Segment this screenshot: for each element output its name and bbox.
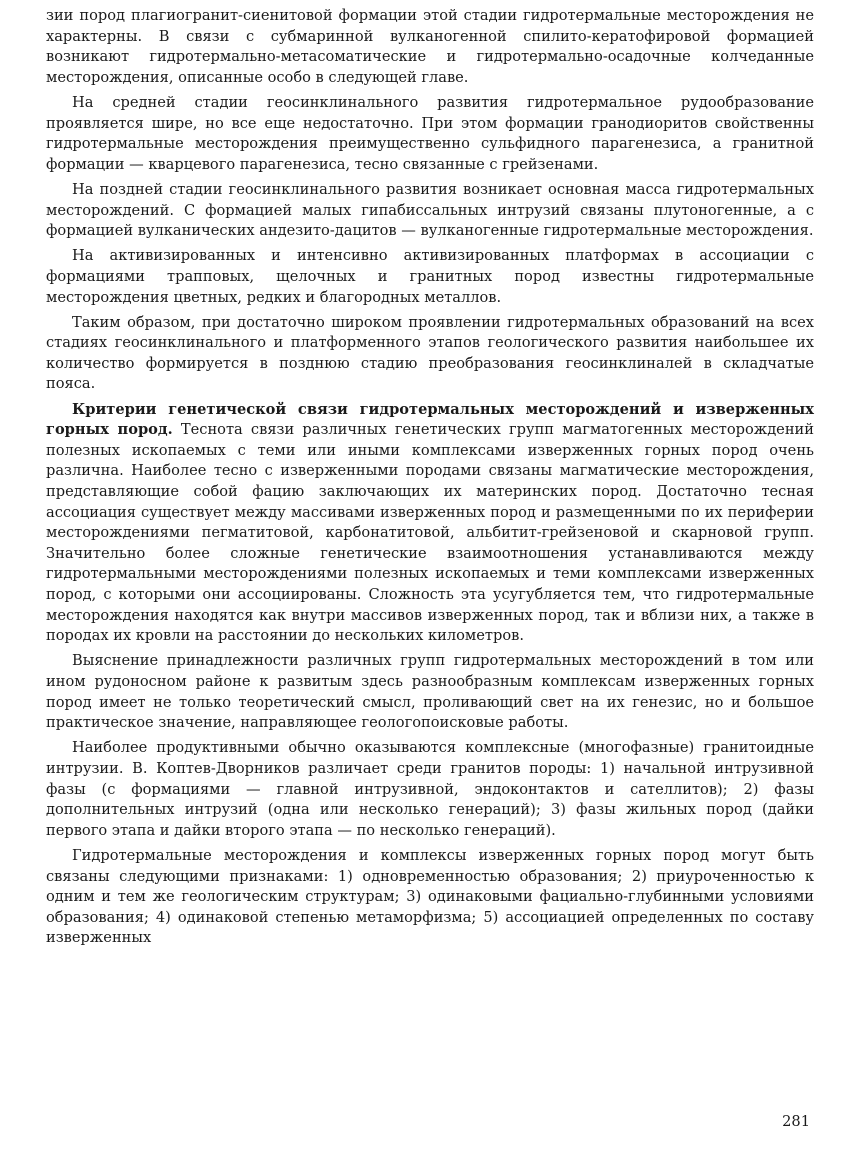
paragraph-7 bbox=[46, 651, 814, 733]
paragraph-8-text: Наиболее продуктивными обычно оказываются комплексные (многофазные) гранитоидные интрузии. В. Коптев-Дворников различает среди гранитов породы: 1) начальной интрузивной фазы (с формациями — главной интрузивной, эндоконтактов и сателлитов); 2) фазы дополнительных интрузий (одна или несколько генераций); 3) фазы жильных пород (дайки первого этапа и дайки второго этапа — по несколько генераций). bbox=[46, 739, 814, 839]
paragraph-1 bbox=[46, 6, 814, 88]
paragraph-5 bbox=[46, 313, 814, 395]
paragraph-2 bbox=[46, 93, 814, 175]
paragraph-6 bbox=[46, 400, 814, 647]
paragraph-4-text: На активизированных и интенсивно активизированных платформах в ассоциации с формациями трапповых, щелочных и гранитных пород известны гидротермальные месторождения цветных, редких и благородных металлов. bbox=[46, 247, 814, 306]
section-heading: Критерии генетической связи гидротермальных месторождений и изверженных горных пород. bbox=[46, 400, 814, 439]
paragraph-3-text: На поздней стадии геосинклинального развития возникает основная масса гидротермальных месторождений. С формацией малых гипабиссальных интрузий связаны плутоногенные, а с формацией вулканических андезито-дацитов — вулканогенные гидротермальные месторождения. bbox=[46, 180, 814, 240]
paragraph-7-text: Выяснение принадлежности различных групп гидротермальных месторождений в том или ином рудоносном районе к развитым здесь разнообразным комплексам изверженных горных пород имеет не только теоретический смысл, проливающий свет на их генезис, но и большое практическое значение, направляющее геологопоисковые работы. bbox=[46, 652, 814, 732]
paragraph-9 bbox=[46, 846, 814, 949]
paragraph-6-text: Теснота связи различных генетических групп магматогенных месторождений полезных ископаемых с теми или иными комплексами изверженных горных пород очень различна. Наиболее тесно с изверженными породами связаны магматические месторождения, представляющие собой фацию заключающих их материнских пород. Достаточно тесная ассоциация существует между массивами изверженных пород и размещенными по их периферии месторождениями пегматитовой, карбонатитовой, альбитит-грейзеновой и скарновой групп. Значительно более сложные генетические взаимоотношения устанавливаются между гидротермальными месторождениями полезных ископаемых и теми комплексами изверженных пород, с которыми они ассоциированы. Сложность эта усугубляется тем, что гидротермальные месторождения находятся как внутри массивов изверженных пород, так и вблизи них, а также в породах их кровли на расстоянии до нескольких километров. bbox=[46, 421, 814, 645]
page-number: 281 bbox=[782, 1113, 810, 1130]
paragraph-8 bbox=[46, 738, 814, 841]
paragraph-2-text: На средней стадии геосинклинального развития гидротермальное рудообразование проявляется шире, но все еще недостаточно. При этом формации гранодиоритов свойственны гидротермальные месторождения преимущественно сульфидного парагенезиса, а гранитной формации — кварцевого парагенезиса, тесно связанные с грейзенами. bbox=[46, 93, 814, 173]
paragraph-1-text: зии пород плагиогранит-сиенитовой формации этой стадии гидротермальные месторождения не характерны. В связи с субмаринной вулканогенной спилито-кератофировой формацией возникают гидротермально-метасоматические и гидротермально-осадочные колчеданные месторождения, описанные особо в следующей главе. bbox=[46, 7, 814, 86]
paragraph-9-text: Гидротермальные месторождения и комплексы изверженных горных пород могут быть связаны следующими признаками: 1) одновременностью образования; 2) приуроченностью к одним и тем же геологическим структурам; 3) одинаковыми фациально-глубинными условиями образования; 4) одинаковой степенью метаморфизма; 5) ассоциацией определенных по составу изверженных bbox=[46, 846, 814, 947]
paragraph-5-text: Таким образом, при достаточно широком проявлении гидротермальных образований на всех стадиях геосинклинального и платформенного этапов геологического развития наибольшее их количество формируется в позднюю стадию преобразования геосинклиналей в складчатые пояса. bbox=[46, 313, 814, 393]
page-body bbox=[46, 6, 814, 953]
paragraph-4 bbox=[46, 246, 814, 308]
paragraph-3 bbox=[46, 180, 814, 242]
